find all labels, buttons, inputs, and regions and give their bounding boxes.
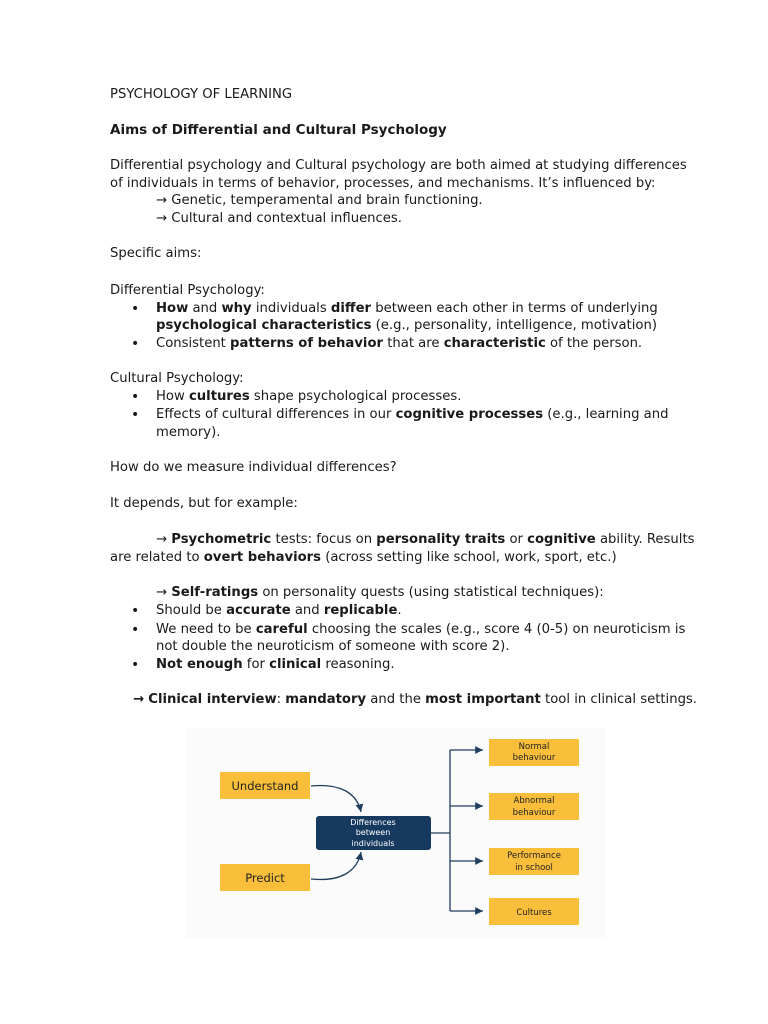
differential-label: Differential Psychology: [110, 283, 265, 298]
bullet-item: Not enough for clinical reasoning. [156, 657, 395, 672]
normal-behaviour-label: behaviour [512, 753, 556, 763]
bullet-item-continued: memory). [156, 425, 221, 440]
understand-label: Understand [231, 779, 299, 793]
bullet-item: Consistent patterns of behavior that are characteristic of the person. [156, 336, 643, 351]
psychometric-line: → Psychometric tests: focus on personality traits or cognitive ability. Results [156, 532, 695, 547]
differences-label-line: Differences [350, 818, 396, 827]
differences-label-line: individuals [351, 839, 395, 848]
bullet-item: We need to be careful choosing the scales (e.g., score 4 (0-5) on neuroticism is [156, 622, 686, 637]
bullet-item: Effects of cultural differences in our cognitive processes (e.g., learning and [156, 407, 669, 422]
bullet-item-continued: not double the neuroticism of someone with score 2). [156, 639, 510, 654]
abnormal-behaviour-label: Abnormal [513, 796, 555, 806]
performance-label: in school [515, 863, 553, 873]
intro-arrow-item: → Genetic, temperamental and brain functioning. [156, 193, 483, 208]
arrow-icon: → [156, 211, 168, 226]
differences-diagram [185, 728, 605, 938]
specific-aims-label: Specific aims: [110, 246, 202, 261]
arrow-icon: → [156, 532, 168, 547]
intro-arrow-item: → Cultural and contextual influences. [156, 211, 402, 226]
measure-question: How do we measure individual differences? [110, 460, 397, 475]
predict-label: Predict [245, 871, 285, 885]
normal-behaviour-label: Normal [518, 742, 550, 752]
arrow-icon: → [133, 692, 145, 707]
cultural-label: Cultural Psychology: [110, 371, 244, 386]
differences-label-line: between [355, 828, 391, 837]
selfratings-line: → Self-ratings on personality quests (using statistical techniques): [156, 585, 604, 600]
intro-line-1: Differential psychology and Cultural psychology are both aimed at studying differences [110, 158, 687, 173]
bullet-icon: • [131, 407, 140, 423]
section-heading: Aims of Differential and Cultural Psychology [110, 122, 447, 138]
bullet-icon: • [131, 389, 140, 405]
bullet-icon: • [131, 657, 140, 673]
bullet-item: How cultures shape psychological processes. [156, 389, 462, 404]
bullet-item: How and why individuals differ between each other in terms of underlying [156, 301, 658, 316]
bullet-item-continued: psychological characteristics (e.g., personality, intelligence, motivation) [156, 318, 657, 333]
bullet-icon: • [131, 336, 140, 352]
bullet-icon: • [131, 301, 140, 317]
doc-title: PSYCHOLOGY OF LEARNING [110, 87, 293, 102]
arrow-icon: → [156, 585, 168, 600]
bullet-icon: • [131, 622, 140, 638]
clinical-line: → Clinical interview: mandatory and the most important tool in clinical settings. [133, 692, 697, 707]
bullet-item: Should be accurate and replicable. [156, 603, 402, 618]
cultures-label: Cultures [516, 908, 552, 918]
depends-line: It depends, but for example: [110, 496, 298, 511]
bullet-icon: • [131, 603, 140, 619]
psychometric-line-continued: are related to overt behaviors (across setting like school, work, sport, etc.) [110, 550, 617, 565]
intro-line-2: of individuals in terms of behavior, processes, and mechanisms. It’s influenced by: [110, 176, 656, 191]
abnormal-behaviour-label: behaviour [512, 808, 556, 818]
performance-label: Performance [507, 851, 561, 861]
arrow-icon: → [156, 193, 168, 208]
